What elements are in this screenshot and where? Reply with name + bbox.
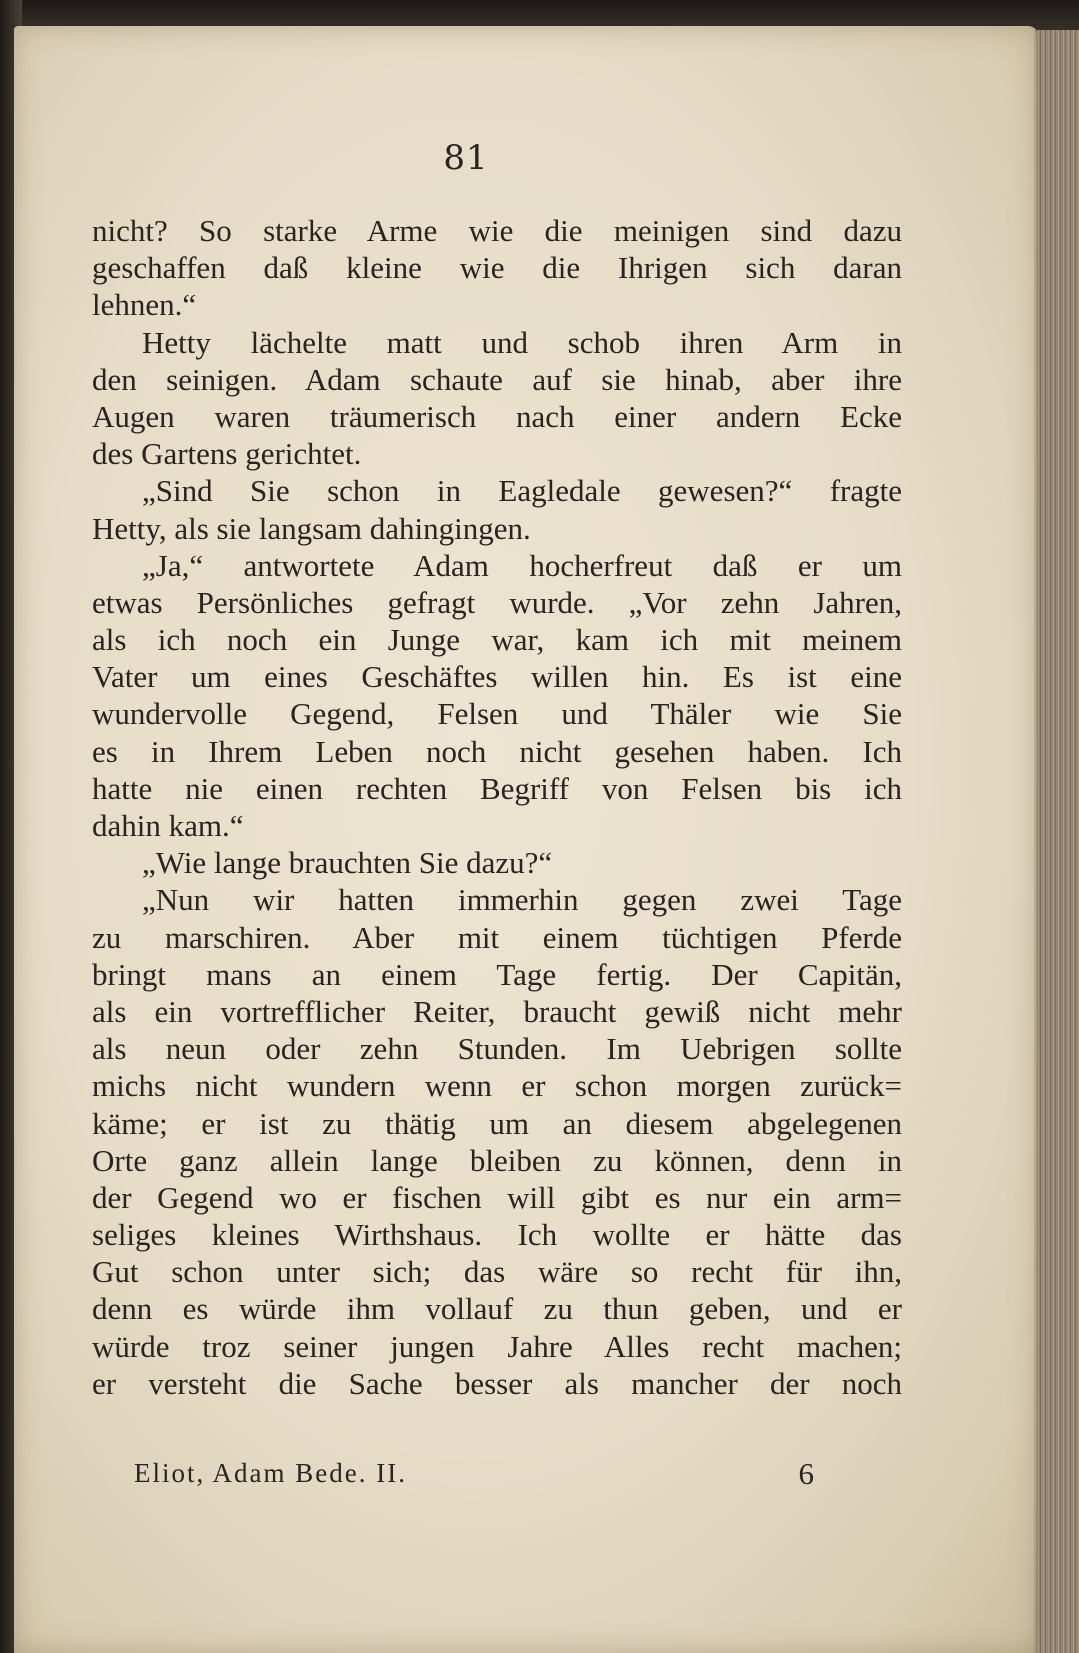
text-line: „Wie lange brauchten Sie dazu?“ xyxy=(142,845,553,881)
text-line: würde troz seiner jungen Jahre Alles recht machen; xyxy=(92,1328,902,1364)
text-line: es in Ihrem Leben noch nicht gesehen haben. Ich xyxy=(92,733,902,769)
text-line: „Ja,“ antwortete Adam hocherfreut daß er um xyxy=(142,547,902,583)
text-line: denn es würde ihm vollauf zu thun geben, und er xyxy=(92,1291,902,1327)
book-page xyxy=(14,26,1038,1653)
text-line: seliges kleines Wirthshaus. Ich wollte er hätte das xyxy=(92,1217,902,1253)
text-line: der Gegend wo er fischen will gibt es nur ein arm= xyxy=(92,1179,902,1215)
text-line: bringt mans an einem Tage fertig. Der Capitän, xyxy=(92,956,902,992)
text-line: dahin kam.“ xyxy=(92,808,244,843)
text-line: Augen waren träumerisch nach einer andern Ecke xyxy=(92,398,902,434)
text-line: hatte nie einen rechten Begriff von Felsen bis ich xyxy=(92,770,902,806)
text-line: etwas Persönliches gefragt wurde. „Vor zehn Jahren, xyxy=(92,584,902,620)
text-line: „Sind Sie schon in Eagledale gewesen?“ fragte xyxy=(142,473,902,509)
page-footer xyxy=(134,1458,814,1498)
book-fore-edge xyxy=(1037,30,1079,1653)
text-line: des Gartens gerichtet. xyxy=(92,436,362,472)
body-text xyxy=(92,212,902,1402)
text-line: Orte ganz allein lange bleiben zu können, denn in xyxy=(92,1142,902,1178)
text-line: Hetty, als sie langsam dahingingen. xyxy=(92,510,531,546)
text-line: „Nun wir hatten immerhin gegen zwei Tage xyxy=(142,882,902,918)
sheet-mark: 6 xyxy=(798,1456,814,1491)
text-line: lehnen.“ xyxy=(92,287,197,323)
text-line: als ich noch ein Junge war, kam ich mit meinem xyxy=(92,622,902,658)
text-line: er versteht die Sache besser als mancher der noch xyxy=(92,1365,902,1401)
text-line: Vater um eines Geschäftes willen hin. Es ist eine xyxy=(92,659,902,695)
text-line: Gut schon unter sich; das wäre so recht für ihn, xyxy=(92,1254,902,1290)
text-line: als ein vortrefflicher Reiter, braucht gewiß nicht mehr xyxy=(92,993,902,1029)
page-number: 81 xyxy=(443,138,489,178)
text-line: als neun oder zehn Stunden. Im Uebrigen sollte xyxy=(92,1031,902,1067)
text-line: geschaffen daß kleine wie die Ihrigen sich daran xyxy=(92,250,902,286)
text-line: Hetty lächelte matt und schob ihren Arm in xyxy=(142,324,902,360)
text-line: michs nicht wundern wenn er schon morgen zurück= xyxy=(92,1068,902,1104)
text-line: den seinigen. Adam schaute auf sie hinab, aber ihre xyxy=(92,361,902,397)
printer-signature: Eliot, Adam Bede. II. xyxy=(134,1458,407,1488)
text-line: wundervolle Gegend, Felsen und Thäler wie Sie xyxy=(92,696,902,732)
text-line: zu marschiren. Aber mit einem tüchtigen Pferde xyxy=(92,919,902,955)
text-line: käme; er ist zu thätig um an diesem abgelegenen xyxy=(92,1105,902,1141)
text-line: nicht? So starke Arme wie die meinigen sind dazu xyxy=(92,213,902,248)
